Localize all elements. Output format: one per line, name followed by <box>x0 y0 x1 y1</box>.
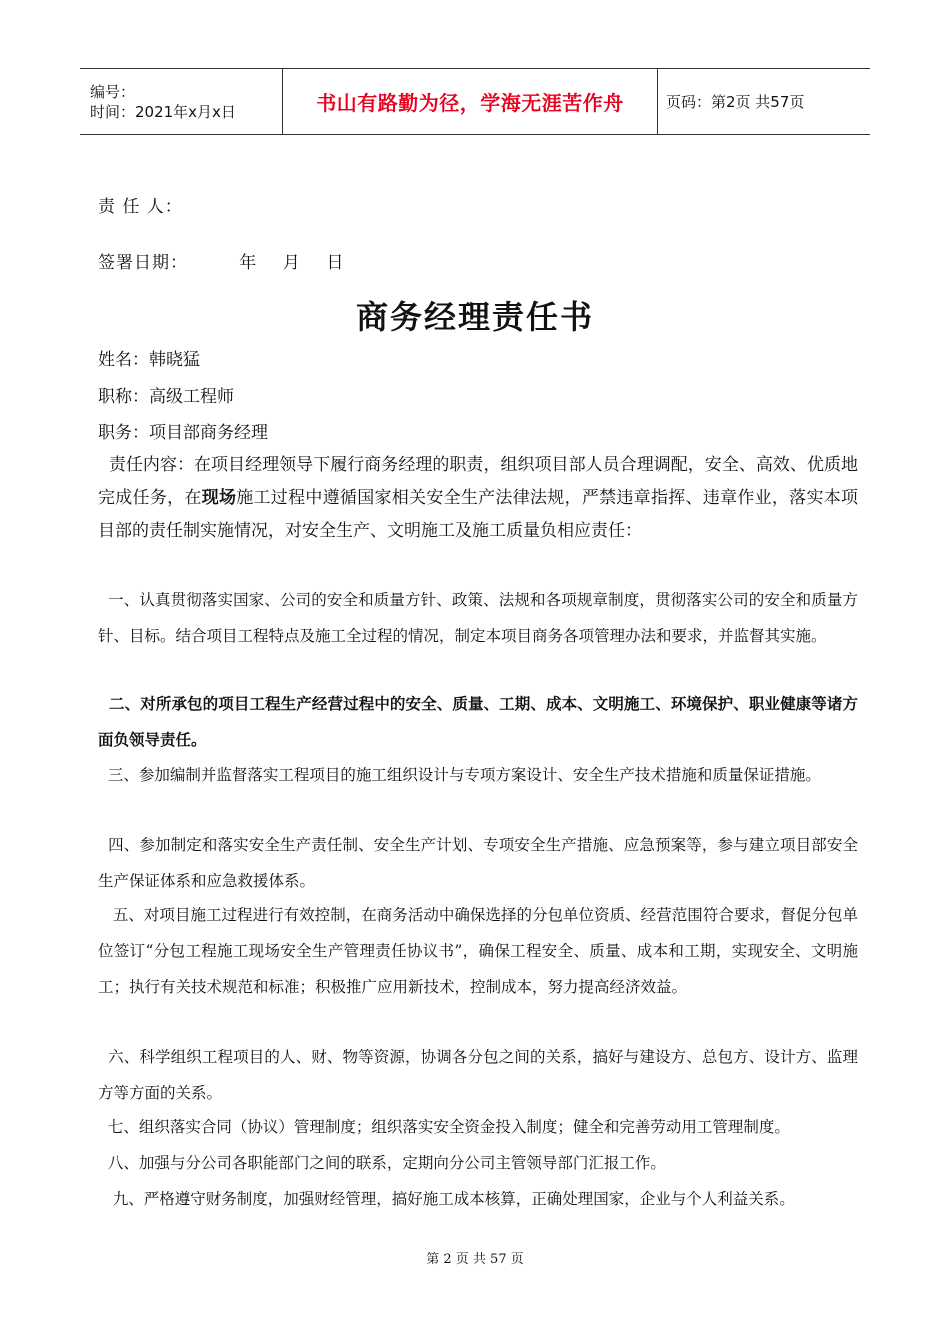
header-time: 时间：2021年x月x日 <box>90 102 236 121</box>
job-title-line: 职称：高级工程师 <box>98 387 234 407</box>
header-page-info: 页码：第2页 共57页 <box>666 93 805 111</box>
header-meta-cell <box>80 69 282 134</box>
page-header <box>80 68 870 135</box>
header-motto: 书山有路勤为径，学海无涯苦作舟 <box>282 69 658 134</box>
duty-item-4: 四、参加制定和落实安全生产责任制、安全生产计划、专项安全生产措施、应急预案等，参与建立项目部安全生产保证体系和应急救援体系。 <box>98 836 858 890</box>
intro-text-start: 责任内容：在项目经理领导下履行商务经理的职责，组织项目部人员合理调配，安全、高效、优质地完成任务，在 <box>98 455 859 508</box>
page-footer: 第 2 页 共 57 页 <box>426 1252 524 1267</box>
name-line: 姓名：韩晓猛 <box>98 350 200 370</box>
duty-item-2: 二、对所承包的项目工程生产经营过程中的安全、质量、工期、成本、文明施工、环境保护、职业健康等诸方面负领导责任。 <box>98 695 858 749</box>
duty-item-6: 六、科学组织工程项目的人、财、物等资源，协调各分包之间的关系，搞好与建设方、总包方、设计方、监理方等方面的关系。 <box>98 1048 858 1102</box>
position-line: 职务：项目部商务经理 <box>98 423 268 443</box>
duty-item-9: 九、严格遵守财务制度，加强财经管理，搞好施工成本核算，正确处理国家，企业与个人利益关系。 <box>98 1190 795 1208</box>
document-title: 商务经理责任书 <box>355 298 594 336</box>
duty-item-5: 五、对项目施工过程进行有效控制，在商务活动中确保选择的分包单位资质、经营范围符合要求，督促分包单位签订“分包工程施工现场安全生产管理责任协议书”，确保工程安全、质量、成本和工期，实现安全、文明施工；执行有关技术规范和标准；积极推广应用新技术，控制成本，努力提高经济效益。 <box>98 906 858 996</box>
responsible-person-line: 责 任 人： <box>98 197 183 217</box>
duty-item-7: 七、组织落实合同（协议）管理制度；组织落实安全资金投入制度；健全和完善劳动用工管理制度。 <box>98 1118 790 1136</box>
intro-text-end: 施工过程中遵循国家相关安全生产法律法规，严禁违章指挥、违章作业，落实本项目部的责任制实施情况，对安全生产、文明施工及施工质量负相应责任： <box>98 488 859 541</box>
header-number: 编号： <box>90 82 136 101</box>
duty-item-8: 八、加强与分公司各职能部门之间的联系，定期向分公司主管领导部门汇报工作。 <box>98 1154 666 1172</box>
responsibility-intro <box>98 449 858 548</box>
duty-item-3: 三、参加编制并监督落实工程项目的施工组织设计与专项方案设计、安全生产技术措施和质量保证措施。 <box>98 766 821 784</box>
duty-item-1: 一、认真贯彻落实国家、公司的安全和质量方针、政策、法规和各项规章制度，贯彻落实公司的安全和质量方针、目标。结合项目工程特点及施工全过程的情况，制定本项目商务各项管理办法和要求，并监督其实施。 <box>98 591 858 645</box>
sign-date-line: 签署日期： 年 月 日 <box>98 253 345 273</box>
intro-text-bold: 现场 <box>201 488 237 508</box>
